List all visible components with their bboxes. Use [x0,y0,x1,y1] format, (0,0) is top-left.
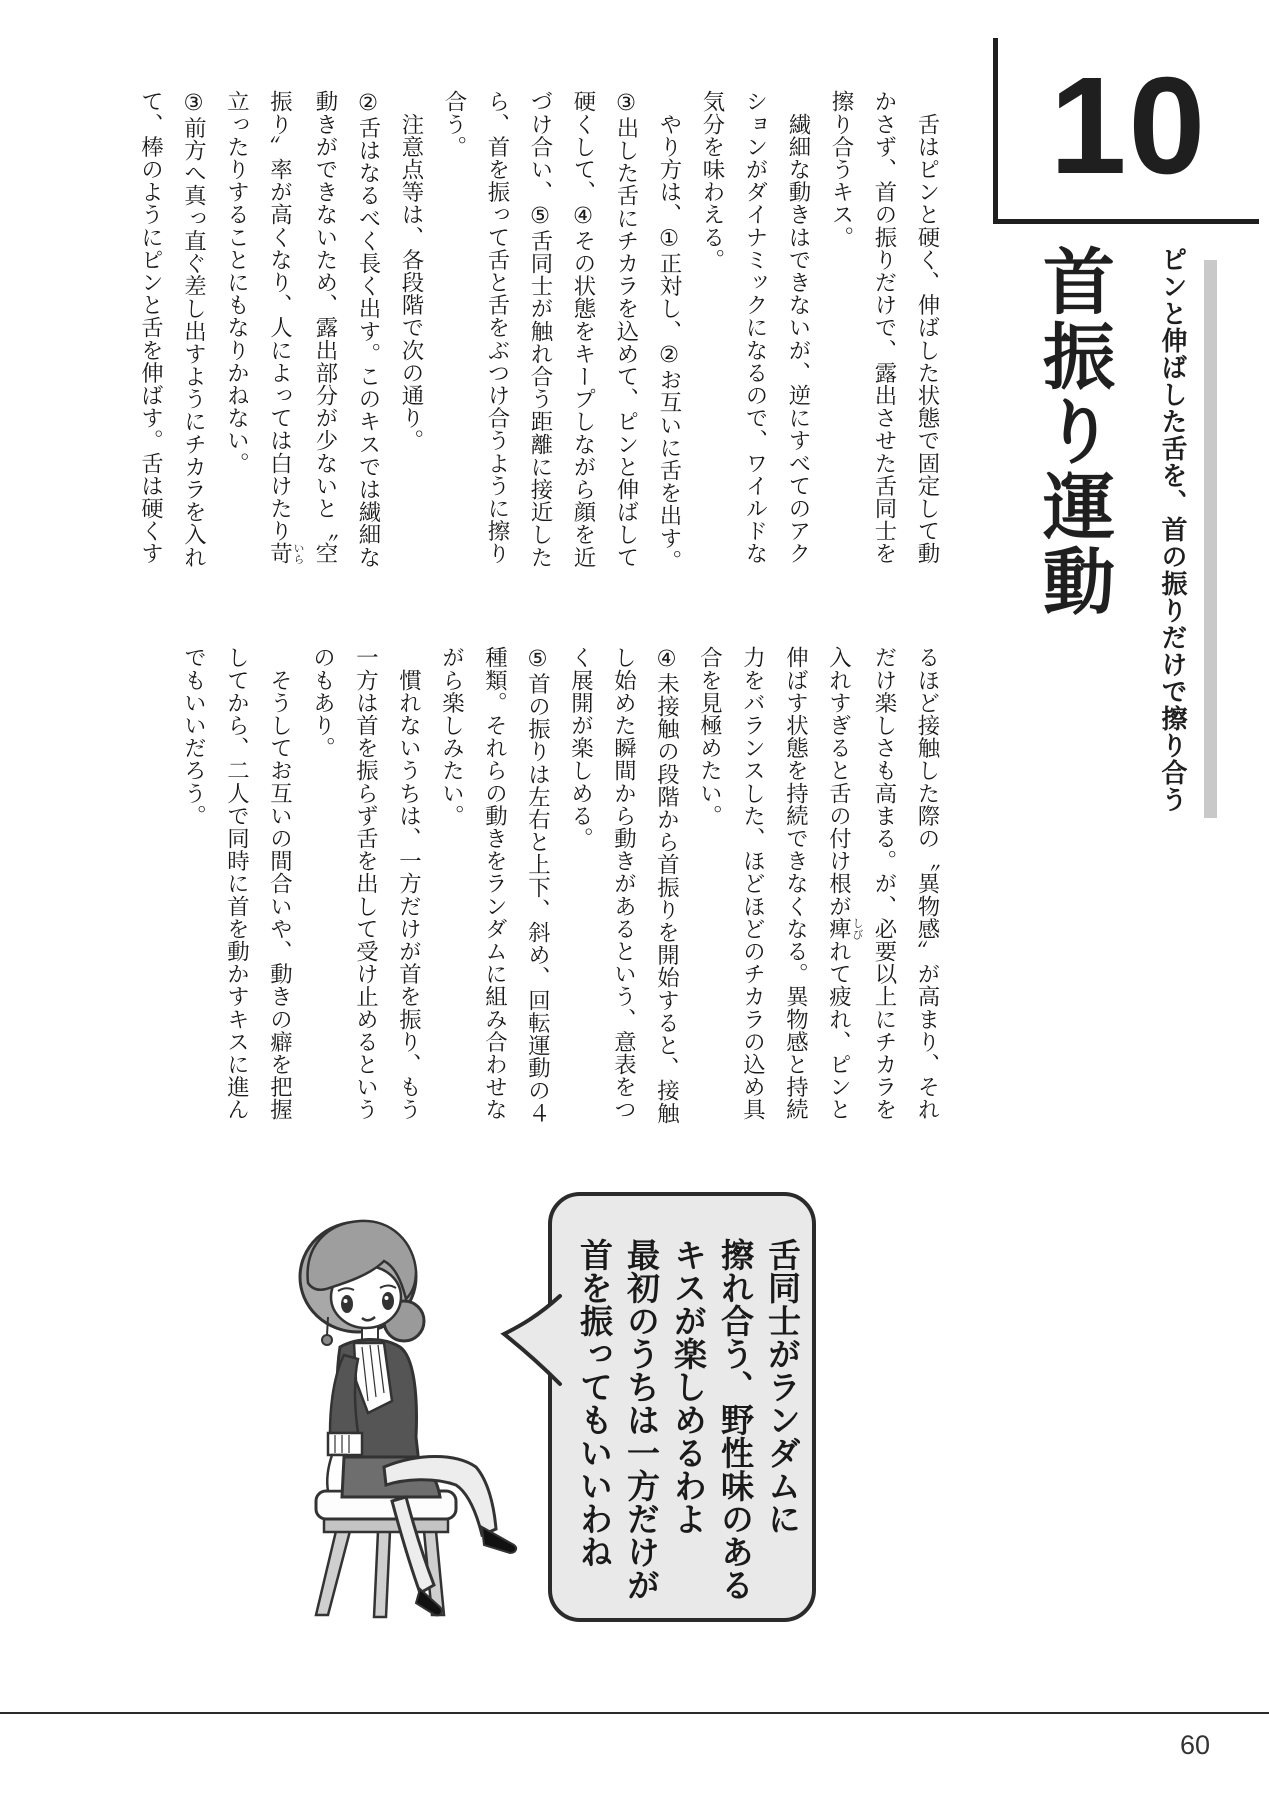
bubble-text-column: 最初のうちは一方だけが [623,1238,660,1601]
text-column: 振り〞率が高くなり、人によっては白けたり苛 いら [267,90,304,565]
text-column: 慣れないうちは、一方だけが首を振り、もう [396,646,422,1121]
text-column: く展開が楽しめる。 [568,646,594,850]
text-column: やり方は、①正対し、②お互いに舌を出す。 [657,90,682,572]
text-column: 合う。 [442,90,467,158]
text-column: だけ楽しさも高まる。が、必要以上にチカラを [872,646,897,1121]
text-column: 合を見極めたい。 [697,646,723,827]
page-subtitle: ピンと伸ばした舌を、首の振りだけで擦り合う [1158,246,1188,813]
text-column: づけ合い、⑤舌同士が触れ合う距離に接近した [528,90,553,569]
text-column: 種類。それらの動きをランダムに組み合わせな [482,646,508,1121]
text-column: 繊細な動きはできないが、逆にすべてのアク [786,90,811,565]
text-column: 力をバランスした、ほどほどのチカラの込め具 [740,646,766,1121]
text-column: 動きができないため、露出部分が少ないと〝空 [313,90,338,565]
text-column: でもいいだろう。 [181,646,207,827]
footer-rule [0,1712,1269,1714]
text-column: 立ったりすることにもなりかねない。 [224,90,250,475]
page-title: 首振り運動 [1032,244,1112,619]
text-column: のもあり。 [310,646,336,759]
chapter-number: 10 [1049,48,1208,203]
text-column: ら、首を振って舌と舌をぶつけ合うように擦り [485,90,510,565]
text-column: ③出した舌にチカラを込めて、ピンと伸ばして [614,90,639,569]
text-column: 舌はピンと硬く、伸ばした状態で固定して動 [915,90,940,565]
text-column: そうしてお互いの間合いや、動きの癖を把握 [267,646,293,1121]
text-column: ションがダイナミックになるので、ワイルドな [743,90,768,565]
text-column: し始めた瞬間から動きがあるという、意表をつ [611,646,637,1121]
speech-bubble-text [562,1238,806,1614]
text-column: 一方は首を振らず舌を出して受け止めるという [353,646,379,1121]
text-column: 伸ばす状態を持続できなくなる。異物感と持続 [783,646,809,1121]
text-column: かさず、首の振りだけで、露出させた舌同士を [872,90,897,565]
body-text-block-1 [131,90,949,572]
bubble-text-column: 舌同士がランダムに [764,1238,801,1535]
text-column: がら楽しみたい。 [439,646,465,827]
text-column: て、棒のようにピンと舌を伸ばす。舌は硬くす [138,90,164,565]
text-column: 擦り合うキス。 [829,90,854,249]
text-column: 硬くして、④その状態をキープしながら顔を近 [571,90,596,569]
chapter-number-box [993,38,1259,224]
subtitle-accent-bar [1204,260,1217,818]
text-column: ⑤首の振りは左右と上下、斜め、回転運動の４ [525,646,551,1125]
character-illustration [288,1205,523,1625]
text-column: 注意点等は、各段階で次の通り。 [399,90,424,452]
text-column: してから、二人で同時に首を動かすキスに進ん [224,646,250,1121]
text-column: ④未接触の段階から首振りを開始すると、接触 [654,646,680,1125]
page-number: 60 [1179,1730,1211,1760]
body-text-block-2 [174,646,949,1128]
text-column: ③前方へ真っ直ぐ差し出すようにチカラを入れ [181,90,207,569]
bubble-text-column: 擦れ合う、野性味のある [717,1238,754,1601]
bubble-text-column: 首を振ってもいいわね [576,1238,613,1568]
text-column: 入れすぎると舌の付け根が痺 しびれて疲れ、ピンと [826,646,863,1121]
text-column: るほど接触した際の〝異物感〞が高まり、それ [915,646,940,1121]
text-column: ②舌はなるべく長く出す。このキスでは繊細な [356,90,381,569]
bubble-text-column: キスが楽しめるわよ [670,1238,707,1535]
text-column: 気分を味わえる。 [700,90,725,271]
